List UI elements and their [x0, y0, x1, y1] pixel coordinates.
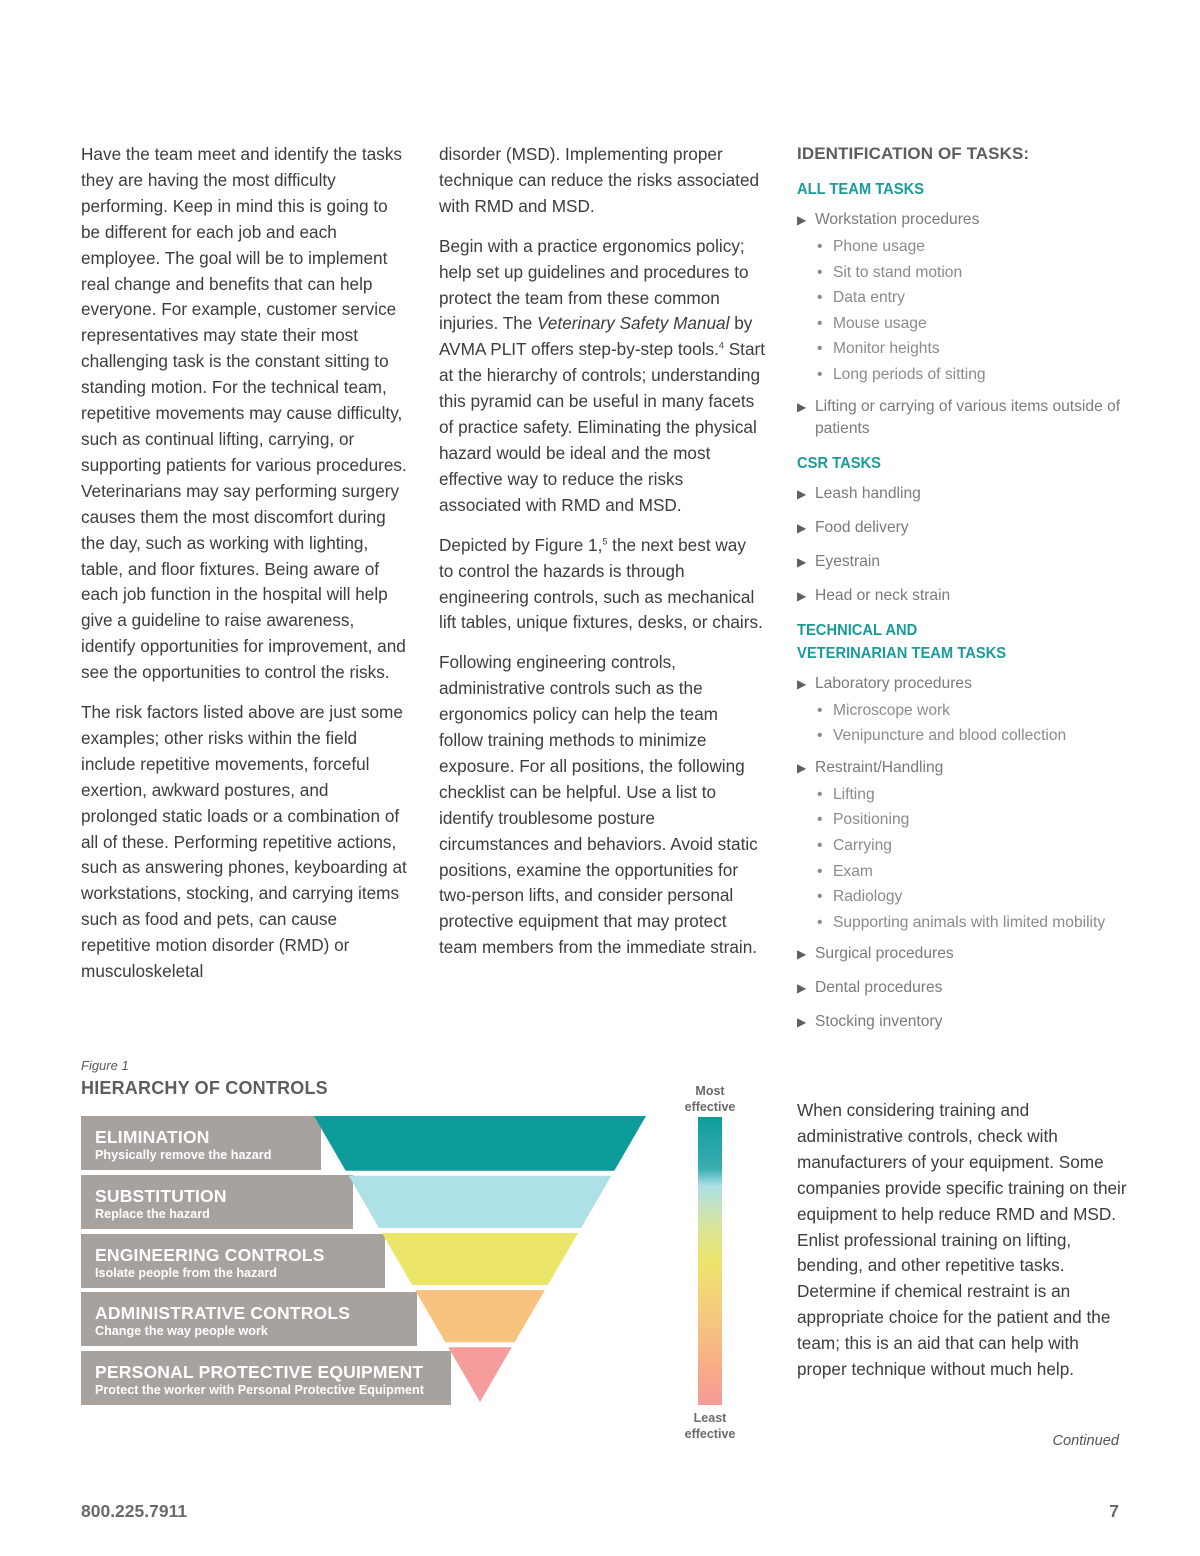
sub-label: Exam	[833, 862, 873, 880]
dot-bullet-icon: •	[817, 263, 823, 281]
sub-item	[815, 311, 1127, 337]
figure-title: HIERARCHY OF CONTROLS	[81, 1078, 328, 1098]
pyramid-tier-administrative	[415, 1290, 545, 1342]
sub-list	[815, 698, 1127, 749]
task-label: Head or neck strain	[815, 586, 951, 604]
dot-bullet-icon: •	[817, 888, 823, 906]
level-elimination	[81, 1116, 321, 1170]
sub-label: Phone usage	[833, 238, 925, 255]
col1-paragraph-2: The risk factors listed above are just some examples; other risks within the field include repetitive movements, forceful exertion, awkward postures, and prolonged static loads or a combination of all of these. Performing repetitive actions, such as answering phones, keyboarding at workstations, stocking, and carrying items such as food and pets, can cause repetitive motion disorder (RMD) or musculoskeletal	[81, 702, 407, 982]
triangle-bullet-icon: ▶	[797, 520, 807, 535]
effectiveness-gradient-bar	[698, 1117, 722, 1405]
level-title: ADMINISTRATIVE CONTROLS	[95, 1303, 351, 1323]
sub-item	[815, 285, 1127, 311]
task-item	[797, 517, 1127, 539]
sub-label: Lifting	[833, 785, 875, 803]
dot-bullet-icon: •	[817, 314, 823, 332]
sub-label: Venipuncture and blood collection	[833, 727, 1067, 745]
sub-item	[815, 234, 1127, 260]
dot-bullet-icon: •	[817, 289, 823, 307]
sub-item	[815, 859, 1127, 885]
task-label: Restraint/Handling	[815, 758, 944, 776]
csr-list	[797, 483, 1127, 607]
level-subtitle: Physically remove the hazard	[95, 1148, 272, 1162]
triangle-bullet-icon: ▶	[797, 1015, 807, 1030]
tasks-heading: IDENTIFICATION OF TASKS:	[797, 144, 1030, 163]
column-2	[439, 142, 765, 975]
task-label: Food delivery	[815, 518, 909, 536]
dot-bullet-icon: •	[817, 836, 823, 854]
triangle-bullet-icon: ▶	[797, 947, 807, 962]
manual-title: Veterinary Safety Manual	[537, 313, 730, 334]
sub-item	[815, 362, 1127, 388]
task-label: Workstation procedures	[815, 211, 980, 228]
task-label: Surgical procedures	[815, 945, 954, 963]
dot-bullet-icon: •	[817, 238, 823, 255]
dot-bullet-icon: •	[817, 340, 823, 358]
triangle-bullet-icon: ▶	[797, 399, 807, 414]
sub-label: Mouse usage	[833, 314, 927, 332]
triangle-bullet-icon: ▶	[797, 676, 807, 691]
label-line: Least	[693, 1411, 727, 1425]
task-item	[797, 673, 1127, 749]
col2-paragraph-3	[439, 533, 765, 637]
most-effective-label	[670, 1083, 750, 1115]
heading-line: VETERINARIAN TEAM TASKS	[797, 644, 1007, 662]
level-title: SUBSTITUTION	[95, 1186, 227, 1206]
label-line: effective	[684, 1427, 736, 1441]
task-label: Dental procedures	[815, 979, 943, 997]
task-item	[797, 209, 1127, 388]
training-paragraph-block	[797, 1098, 1127, 1383]
task-item	[797, 396, 1127, 440]
dot-bullet-icon: •	[817, 365, 823, 383]
dot-bullet-icon: •	[817, 862, 823, 880]
hierarchy-pyramid	[300, 1110, 650, 1410]
level-subtitle: Change the way people work	[95, 1324, 268, 1338]
tech-vet-list	[797, 673, 1127, 1034]
col2-paragraph-4: Following engineering controls, administrative controls such as the ergonomics policy can help the team follow training methods to minimize exposure. For all positions, the following checklist can be helpful. Use a list to identify troublesome posture circumstances and behaviors. Avoid static positions, examine the opportunities for two-person lifts, and consider personal protective equipment that may protect team members from the immediate strain.	[439, 652, 758, 958]
tech-vet-heading	[797, 619, 1101, 665]
task-label: Lifting or carrying of various items outside of patients	[815, 397, 1121, 437]
figure-caption: Figure 1	[81, 1058, 129, 1073]
triangle-bullet-icon: ▶	[797, 213, 807, 227]
all-team-list	[797, 209, 1127, 440]
least-effective-label	[670, 1410, 750, 1442]
pyramid-tier-engineering	[382, 1233, 578, 1285]
task-item	[797, 977, 1127, 999]
page-number: 7	[1109, 1501, 1119, 1521]
task-item	[797, 483, 1127, 505]
level-title: ELIMINATION	[95, 1127, 210, 1147]
task-label: Stocking inventory	[815, 1013, 943, 1031]
level-title: PERSONAL PROTECTIVE EQUIPMENT	[95, 1362, 424, 1382]
pyramid-tier-ppe	[448, 1347, 511, 1402]
level-title: ENGINEERING CONTROLS	[95, 1245, 325, 1265]
task-item	[797, 1011, 1127, 1033]
sub-item	[815, 698, 1127, 724]
sub-label: Long periods of sitting	[833, 365, 986, 383]
task-item	[797, 757, 1127, 936]
col1-paragraph-1: Have the team meet and identify the tasks they are having the most difficulty performing. Keep in mind this is going to be different for each job and each employee. The goal will be to implement real change and benefits that can help everyone. For example, customer service representatives may state their most challenging task is the constant sitting to standing motion. For the technical team, repetitive movements may cause difficulty, such as continual lifting, carrying, or supporting patients for various procedures. Veterinarians may say performing surgery causes them the most discomfort during the day, such as working with lighting, table, and floor fixtures. Being aware of each job function in the hospital will help give a guideline to raise awareness, identify opportunities for improvement, and see the opportunities to control the risks.	[81, 144, 407, 683]
triangle-bullet-icon: ▶	[797, 760, 807, 775]
pyramid-tier-substitution	[349, 1176, 612, 1228]
task-item	[797, 585, 1127, 607]
sub-item	[815, 723, 1127, 749]
footer-phone: 800.225.7911	[81, 1501, 188, 1521]
pyramid-tier-elimination	[314, 1116, 646, 1171]
footnote-ref-5[interactable]: 5	[602, 535, 608, 546]
triangle-bullet-icon: ▶	[797, 486, 807, 501]
level-subtitle: Protect the worker with Personal Protective Equipment	[95, 1383, 424, 1397]
csr-heading: CSR TASKS	[797, 454, 881, 472]
dot-bullet-icon: •	[817, 727, 823, 745]
dot-bullet-icon: •	[817, 701, 823, 719]
continued-label: Continued	[1052, 1433, 1119, 1449]
sub-item	[815, 807, 1127, 833]
sub-item	[815, 336, 1127, 362]
task-item	[797, 551, 1127, 573]
sub-label: Data entry	[833, 289, 905, 307]
text-span: Depicted by Figure 1,	[439, 534, 603, 555]
column-1	[81, 142, 407, 999]
sub-item	[815, 833, 1127, 859]
task-label: Leash handling	[815, 484, 921, 502]
col2-paragraph-1: disorder (MSD). Implementing proper technique can reduce the risks associated with RMD and MSD.	[439, 144, 760, 216]
sub-label: Supporting animals with limited mobility	[833, 913, 1106, 931]
dot-bullet-icon: •	[817, 811, 823, 829]
task-label: Eyestrain	[815, 552, 881, 570]
sub-label: Monitor heights	[833, 340, 940, 358]
sub-item	[815, 260, 1127, 286]
text-span: the next best way to control the hazards is through engineering controls, such as mechanical lift tables, unique fixtures, desks, or chairs.	[439, 534, 763, 633]
heading-line: TECHNICAL AND	[797, 621, 918, 639]
sub-label: Positioning	[833, 811, 910, 829]
triangle-bullet-icon: ▶	[797, 554, 807, 569]
sub-label: Microscope work	[833, 701, 950, 719]
sub-list	[815, 782, 1127, 936]
dot-bullet-icon: •	[817, 913, 823, 931]
col2-paragraph-2	[439, 234, 765, 519]
label-line: effective	[684, 1100, 736, 1114]
training-paragraph: When considering training and administrative controls, check with manufacturers of your equipment. Some companies provide specific training on their equipment to help reduce RMD and MSD. Enlist professional training on lifting, bending, and other repetitive tasks. Determine if chemical restraint is an appropriate choice for the patient and the team; this is an aid that can help with proper technique without much help.	[797, 1100, 1127, 1380]
task-label: Laboratory procedures	[815, 674, 972, 692]
dot-bullet-icon: •	[817, 785, 823, 803]
sub-item	[815, 910, 1127, 936]
triangle-bullet-icon: ▶	[797, 981, 807, 996]
sub-item	[815, 782, 1127, 808]
sub-list	[815, 234, 1127, 388]
footnote-ref-4[interactable]: 4	[718, 340, 724, 351]
text-span: Start at the hierarchy of controls; understanding this pyramid can be useful in many facets of practice safety. Eliminating the physical hazard would be ideal and the most effective way to reduce the risks associated with RMD and MSD.	[439, 339, 765, 515]
text-span: Begin with a practice ergonomics policy; help set up guidelines and procedures to protect the team from these common injuries. The	[439, 235, 749, 334]
sub-label: Carrying	[833, 836, 892, 854]
all-team-heading: ALL TEAM TASKS	[797, 181, 925, 198]
task-identification	[797, 142, 1127, 1045]
sub-label: Radiology	[833, 888, 903, 906]
label-line: Most	[695, 1084, 725, 1098]
level-subtitle: Isolate people from the hazard	[95, 1266, 277, 1280]
sub-item	[815, 884, 1127, 910]
level-subtitle: Replace the hazard	[95, 1207, 210, 1221]
triangle-bullet-icon: ▶	[797, 588, 807, 603]
text-span: by AVMA PLIT offers step-by-step tools.	[439, 313, 753, 360]
task-item	[797, 943, 1127, 965]
sub-label: Sit to stand motion	[833, 263, 963, 281]
